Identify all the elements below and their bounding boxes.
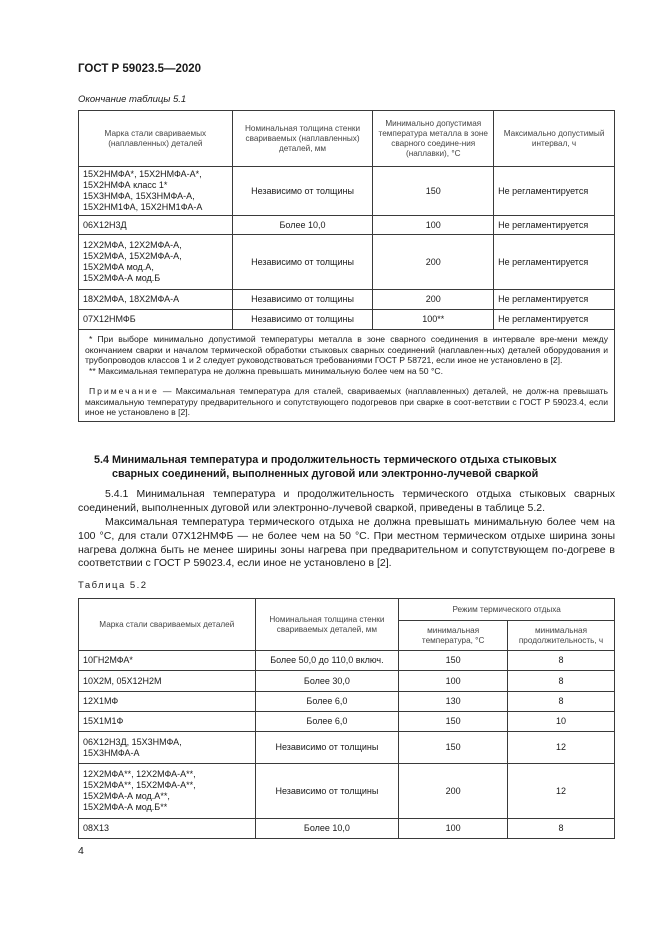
- duration-cell: 8: [508, 692, 615, 712]
- table1-header-interval: Максимально допустимый интервал, ч: [494, 111, 615, 167]
- table-row: [79, 167, 615, 216]
- grade-cell: 12Х1МФ: [79, 692, 256, 712]
- thickness-cell: Более 50,0 до 110,0 включ.: [255, 651, 399, 671]
- table1-continuation-caption: Окончание таблицы 5.1: [78, 94, 187, 105]
- temp-cell: 100**: [373, 310, 494, 330]
- standard-header: ГОСТ Р 59023.5—2020: [78, 63, 202, 75]
- temp-cell: 200: [373, 235, 494, 290]
- interval-cell: Не регламентируется: [494, 235, 615, 290]
- temp-cell: 150: [399, 732, 508, 764]
- temp-cell: 200: [399, 764, 508, 819]
- table-row: [79, 651, 615, 671]
- table2-header-row: [79, 599, 615, 621]
- table1-header-grade: Марка стали свариваемых (наплавленных) деталей: [79, 111, 233, 167]
- thickness-cell: Более 10,0: [255, 819, 399, 839]
- temp-cell: 150: [399, 712, 508, 732]
- table2-header-min-temp: минимальная температура, °С: [399, 621, 508, 651]
- duration-cell: 8: [508, 651, 615, 671]
- temp-cell: 130: [399, 692, 508, 712]
- grade-cell: 07Х12НМФБ: [79, 310, 233, 330]
- table-row: [79, 764, 615, 819]
- table2-caption: Таблица 5.2: [78, 580, 148, 591]
- table1-notes: [79, 330, 615, 422]
- page-number: 4: [78, 845, 84, 857]
- table2-header-thickness: Номинальная толщина стенки свариваемых деталей, мм: [255, 599, 399, 651]
- thickness-cell: Более 6,0: [255, 712, 399, 732]
- interval-cell: Не регламентируется: [494, 167, 615, 216]
- temp-cell: 100: [373, 216, 494, 235]
- table-row: [79, 819, 615, 839]
- thickness-cell: Независимо от толщины: [255, 764, 399, 819]
- temp-cell: 200: [373, 290, 494, 310]
- table-5-1: [78, 110, 615, 422]
- duration-cell: 12: [508, 764, 615, 819]
- grade-cell: 10ГН2МФА*: [79, 651, 256, 671]
- table2-header-grade: Марка стали свариваемых деталей: [79, 599, 256, 651]
- table-row: [79, 712, 615, 732]
- grade-cell: 10Х2М, 05Х12Н2М: [79, 671, 256, 692]
- thickness-cell: Независимо от толщины: [232, 167, 373, 216]
- thickness-cell: Независимо от толщины: [232, 310, 373, 330]
- temp-cell: 150: [373, 167, 494, 216]
- table-row: [79, 216, 615, 235]
- thickness-cell: Более 30,0: [255, 671, 399, 692]
- table-row: [79, 692, 615, 712]
- table1-note: [85, 386, 608, 418]
- section-5-4-heading: 5.4 Минимальная температура и продолжительность термического отдыха стыковых сварных соединений, выполненных дуговой или электронно-лучевой сваркой: [94, 454, 557, 480]
- table-row: [79, 671, 615, 692]
- table1-notes-row: [79, 330, 615, 422]
- table-5-2: [78, 598, 615, 839]
- note-text: — Максимальная температура для сталей, свариваемых (наплавленных) деталей, не долж-на превышать максимальную температуру предварительного и сопутствующего подогревов при сварке в соот-ветствии с ГОСТ Р 59023.4, если иное не установлено в [2].: [85, 386, 608, 417]
- grade-cell: 15Х2НМФА*, 15Х2НМФА-А*, 15Х2НМФА класс 1* 15Х3НМФА, 15Х3НМФА-А, 15Х2НМ1ФА, 15Х2НМ1ФА-А: [79, 167, 233, 216]
- paragraph-max-temp: Максимальная температура термического отдыха не должна превышать минимальную более чем на 100 °С, для стали 07Х12НМФБ — не более чем на 50 °С. При местном термическом отдыхе ширина зоны нагрева должна быть не менее ширины зоны нагрева при предварительном и сопутствующем по-догреве в соответствии с ГОСТ Р 59023.4, если иное не установлено в [2].: [78, 516, 615, 570]
- table1-header-row: [79, 111, 615, 167]
- interval-cell: Не регламентируется: [494, 310, 615, 330]
- duration-cell: 10: [508, 712, 615, 732]
- table2-header-min-duration: минимальная продолжительность, ч: [508, 621, 615, 651]
- temp-cell: 150: [399, 651, 508, 671]
- note-label: Примечание: [89, 386, 159, 396]
- table-row: [79, 310, 615, 330]
- grade-cell: 06Х12Н3Д: [79, 216, 233, 235]
- duration-cell: 12: [508, 732, 615, 764]
- table1-header-thickness: Номинальная толщина стенки свариваемых (наплавленных) деталей, мм: [232, 111, 373, 167]
- thickness-cell: Более 6,0: [255, 692, 399, 712]
- thickness-cell: Более 10,0: [232, 216, 373, 235]
- thickness-cell: Независимо от толщины: [232, 235, 373, 290]
- thickness-cell: Независимо от толщины: [255, 732, 399, 764]
- grade-cell: 12Х2МФА**, 12Х2МФА-А**, 15Х2МФА**, 15Х2МФА-А**, 15Х2МФА-А мод.А**, 15Х2МФА-А мод.Б**: [79, 764, 256, 819]
- paragraph-5-4-1: 5.4.1 Минимальная температура и продолжительность термического отдыха стыковых сварных соединений, выполненных дуговой или электронно-лучевой сваркой, приведены в таблице 5.2.: [78, 488, 615, 514]
- footnote-1: * При выборе минимально допустимой температуры металла в зоне сварного соединения в интервале вре-мени между окончанием сварки и началом термической обработки стыковых сварных соединений (наплавлен-ных) деталей оборудования и трубопроводов классов 1 и 2 следует руководствоваться требованиями ГОСТ Р 58721, если иное не установлено в [2].: [85, 334, 608, 365]
- temp-cell: 100: [399, 671, 508, 692]
- temp-cell: 100: [399, 819, 508, 839]
- grade-cell: 08Х13: [79, 819, 256, 839]
- footnote-2: ** Максимальная температура не должна превышать минимальную более чем на 50 °С.: [89, 365, 443, 376]
- duration-cell: 8: [508, 671, 615, 692]
- table-row: [79, 732, 615, 764]
- interval-cell: Не регламентируется: [494, 290, 615, 310]
- table-row: [79, 235, 615, 290]
- grade-cell: 12Х2МФА, 12Х2МФА-А, 15Х2МФА, 15Х2МФА-А, 15Х2МФА мод.А, 15Х2МФА-А мод.Б: [79, 235, 233, 290]
- table2-header-mode: Режим термического отдыха: [399, 599, 615, 621]
- grade-cell: 06Х12Н3Д, 15Х3НМФА, 15Х3НМФА-А: [79, 732, 256, 764]
- table-row: [79, 290, 615, 310]
- grade-cell: 15Х1М1Ф: [79, 712, 256, 732]
- interval-cell: Не регламентируется: [494, 216, 615, 235]
- duration-cell: 8: [508, 819, 615, 839]
- grade-cell: 18Х2МФА, 18Х2МФА-А: [79, 290, 233, 310]
- table1-header-temp: Минимально допустимая температура металла в зоне сварного соедине-ния (наплавки), °С: [373, 111, 494, 167]
- thickness-cell: Независимо от толщины: [232, 290, 373, 310]
